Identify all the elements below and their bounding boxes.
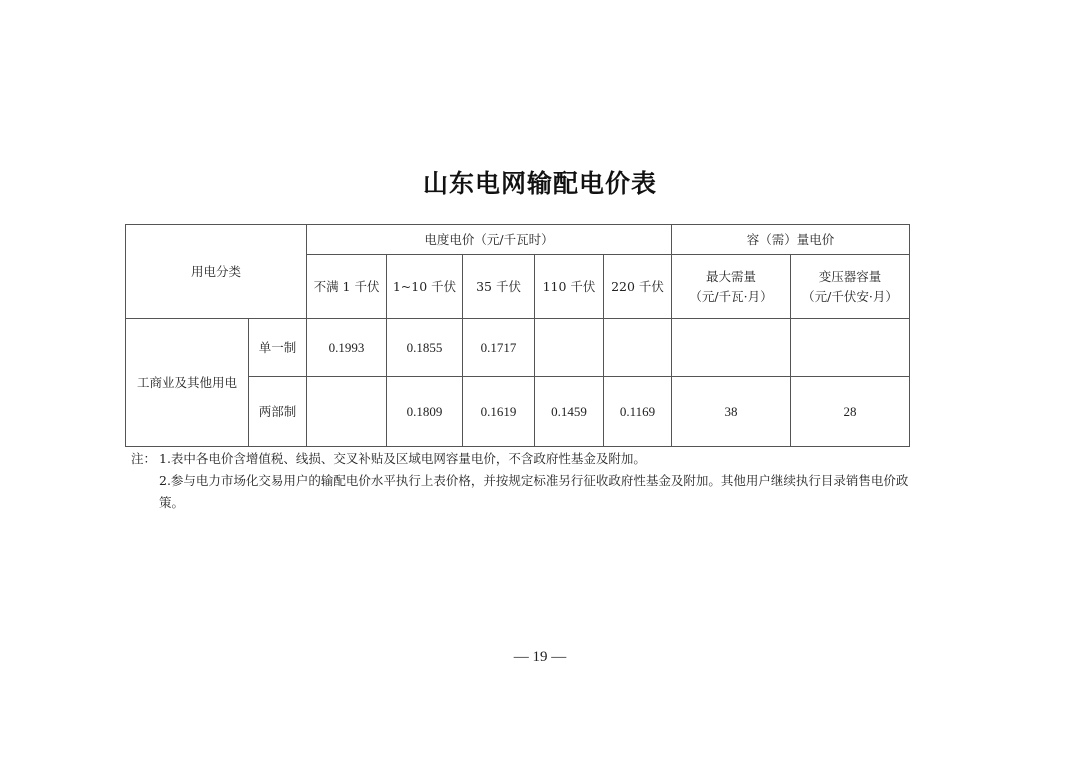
max-demand-cell: 38 [672,377,791,447]
transformer-capacity-cell [791,319,910,377]
voltage-level-header: 35 千伏 [463,255,535,319]
max-demand-label: 最大需量 [706,268,757,284]
transformer-capacity-cell: 28 [791,377,910,447]
energy-price-header: 电度电价（元/千瓦时） [307,225,672,255]
note-item [131,448,911,470]
tariff-system-cell: 单一制 [249,319,307,377]
price-table [125,224,910,447]
page-number: — 19 — [513,649,567,665]
table-row [126,319,910,377]
voltage-level-header: 1~10 千伏 [387,255,463,319]
max-demand-header [672,255,791,319]
price-cell [535,319,604,377]
document-title: 山东电网输配电价表 [422,169,657,198]
transformer-capacity-label: 变压器容量 [818,268,882,284]
note-item [131,470,911,514]
voltage-level-header: 220 千伏 [604,255,672,319]
price-cell: 0.1855 [387,319,463,377]
capacity-price-header: 容（需）量电价 [672,225,910,255]
price-cell: 0.1809 [387,377,463,447]
price-cell: 0.1717 [463,319,535,377]
max-demand-unit: （元/千瓦·月） [689,288,773,304]
transformer-capacity-header [791,255,910,319]
note-prefix: 注： [131,451,157,466]
price-cell [604,319,672,377]
price-cell: 0.1169 [604,377,672,447]
tariff-system-cell: 两部制 [249,377,307,447]
note-text: 1.表中各电价含增值税、线损、交叉补贴及区域电网容量电价，不含政府性基金及附加。 [159,451,646,466]
voltage-level-header: 110 千伏 [535,255,604,319]
transformer-capacity-unit: （元/千伏安·月） [802,288,898,304]
price-cell [307,377,387,447]
price-cell: 0.1459 [535,377,604,447]
table-notes [131,448,911,514]
user-category-cell: 工商业及其他用电 [126,319,249,447]
category-header: 用电分类 [126,225,307,319]
price-cell: 0.1993 [307,319,387,377]
note-text: 2.参与电力市场化交易用户的输配电价水平执行上表价格，并按规定标准另行征收政府性基金及附加。其他用户继续执行目录销售电价政策。 [159,473,909,510]
voltage-level-header: 不满 1 千伏 [307,255,387,319]
price-cell: 0.1619 [463,377,535,447]
max-demand-cell [672,319,791,377]
table-header-row-1 [126,225,910,255]
